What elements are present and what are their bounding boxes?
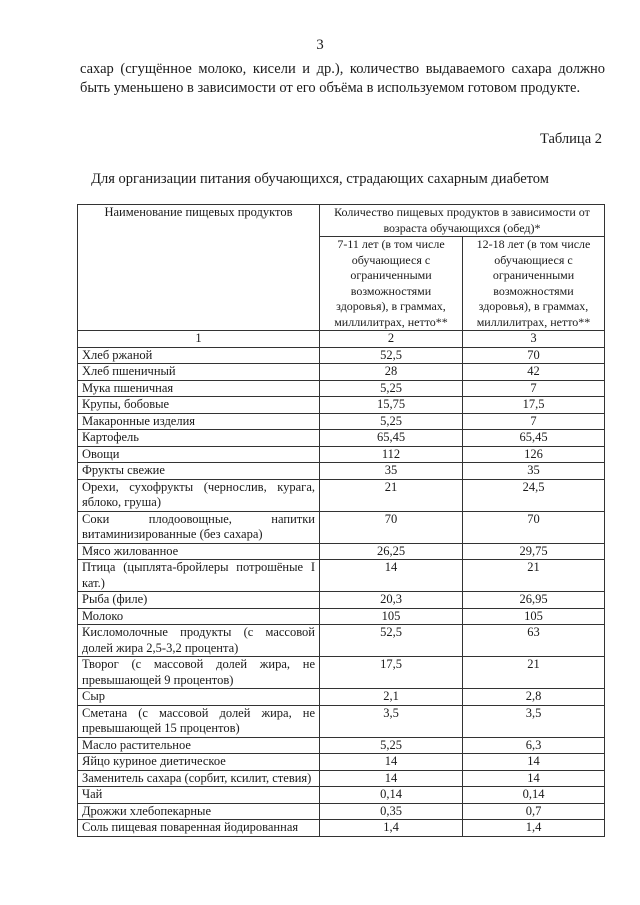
food-quantity-table [77,204,605,837]
table-caption: Для организации питания обучающихся, страдающих сахарным диабетом [91,171,549,187]
value-12-18-cell: 65,45 [463,430,605,447]
product-name-cell: Молоко [78,608,320,625]
value-7-11-cell: 28 [320,364,463,381]
value-7-11-cell: 105 [320,608,463,625]
product-name-cell: Хлеб ржаной [78,347,320,364]
table-row [78,560,605,592]
value-12-18-cell: 1,4 [463,820,605,837]
value-7-11-cell: 2,1 [320,689,463,706]
table-row [78,543,605,560]
value-12-18-cell: 14 [463,754,605,771]
table-row [78,625,605,657]
value-12-18-cell: 3,5 [463,705,605,737]
table-row [78,705,605,737]
column-number: 3 [463,331,605,348]
product-name-cell: Кисломолочные продукты (с массовой долей жира 2,5-3,2 процента) [78,625,320,657]
header-product-name: Наименование пищевых продуктов [78,205,320,331]
value-7-11-cell: 14 [320,754,463,771]
table-row [78,380,605,397]
product-name-cell: Заменитель сахара (сорбит, ксилит, стевия) [78,770,320,787]
value-7-11-cell: 14 [320,560,463,592]
value-12-18-cell: 0,7 [463,803,605,820]
page-number: 3 [316,37,324,53]
value-7-11-cell: 5,25 [320,380,463,397]
value-12-18-cell: 29,75 [463,543,605,560]
table-row [78,657,605,689]
table-row [78,787,605,804]
value-7-11-cell: 112 [320,446,463,463]
table-row [78,479,605,511]
value-12-18-cell: 42 [463,364,605,381]
product-name-cell: Чай [78,787,320,804]
table-row [78,737,605,754]
product-name-cell: Птица (цыплята-бройлеры потрошёные I кат.) [78,560,320,592]
value-7-11-cell: 15,75 [320,397,463,414]
value-7-11-cell: 14 [320,770,463,787]
value-12-18-cell: 21 [463,657,605,689]
header-age-7-11: 7-11 лет (в том числе обучающиеся с ограниченными возможностями здоровья), в граммах, миллилитрах, нетто** [320,237,463,331]
value-7-11-cell: 52,5 [320,625,463,657]
product-name-cell: Сыр [78,689,320,706]
product-name-cell: Картофель [78,430,320,447]
value-12-18-cell: 35 [463,463,605,480]
value-7-11-cell: 3,5 [320,705,463,737]
table-row [78,413,605,430]
intro-paragraph: сахар (сгущённое молоко, кисели и др.), количество выдаваемого сахара должно быть уменьшено в зависимости от его объёма в используемом готовом продукте. [80,61,605,96]
table-row [78,511,605,543]
value-12-18-cell: 17,5 [463,397,605,414]
table-body [78,347,605,836]
table-row [78,820,605,837]
table-row [78,754,605,771]
value-12-18-cell: 26,95 [463,592,605,609]
product-name-cell: Соль пищевая поваренная йодированная [78,820,320,837]
value-12-18-cell: 63 [463,625,605,657]
value-12-18-cell: 70 [463,347,605,364]
product-name-cell: Мясо жилованное [78,543,320,560]
product-name-cell: Яйцо куриное диетическое [78,754,320,771]
value-7-11-cell: 5,25 [320,737,463,754]
value-7-11-cell: 70 [320,511,463,543]
value-12-18-cell: 70 [463,511,605,543]
table-row [78,803,605,820]
column-number: 2 [320,331,463,348]
product-name-cell: Масло растительное [78,737,320,754]
table-row [78,347,605,364]
product-name-cell: Мука пшеничная [78,380,320,397]
value-7-11-cell: 5,25 [320,413,463,430]
value-7-11-cell: 35 [320,463,463,480]
header-quantity-group: Количество пищевых продуктов в зависимости от возраста обучающихся (обед)* [320,205,605,237]
value-7-11-cell: 52,5 [320,347,463,364]
product-name-cell: Макаронные изделия [78,413,320,430]
column-number: 1 [78,331,320,348]
product-name-cell: Фрукты свежие [78,463,320,480]
value-7-11-cell: 1,4 [320,820,463,837]
table-label: Таблица 2 [539,131,602,147]
product-name-cell: Хлеб пшеничный [78,364,320,381]
table-row [78,364,605,381]
product-name-cell: Орехи, сухофрукты (чернослив, курага, яблоко, груша) [78,479,320,511]
value-12-18-cell: 7 [463,413,605,430]
table-row [78,446,605,463]
product-name-cell: Творог (с массовой долей жира, не превышающей 9 процентов) [78,657,320,689]
value-12-18-cell: 105 [463,608,605,625]
value-12-18-cell: 2,8 [463,689,605,706]
table-row [78,463,605,480]
table-row [78,430,605,447]
product-name-cell: Соки плодоовощные, напитки витаминизированные (без сахара) [78,511,320,543]
value-7-11-cell: 26,25 [320,543,463,560]
value-12-18-cell: 126 [463,446,605,463]
value-7-11-cell: 21 [320,479,463,511]
table-row [78,608,605,625]
value-12-18-cell: 7 [463,380,605,397]
product-name-cell: Сметана (с массовой долей жира, не превышающей 15 процентов) [78,705,320,737]
value-12-18-cell: 21 [463,560,605,592]
value-12-18-cell: 6,3 [463,737,605,754]
column-number-row [78,331,605,348]
table-row [78,592,605,609]
value-12-18-cell: 24,5 [463,479,605,511]
value-12-18-cell: 14 [463,770,605,787]
table-row [78,770,605,787]
table-row [78,397,605,414]
value-12-18-cell: 0,14 [463,787,605,804]
table-row [78,689,605,706]
value-7-11-cell: 17,5 [320,657,463,689]
header-age-12-18: 12-18 лет (в том числе обучающиеся с ограниченными возможностями здоровья), в граммах, миллилитрах, нетто** [463,237,605,331]
product-name-cell: Дрожжи хлебопекарные [78,803,320,820]
product-name-cell: Овощи [78,446,320,463]
table-header-row [78,205,605,237]
value-7-11-cell: 65,45 [320,430,463,447]
product-name-cell: Крупы, бобовые [78,397,320,414]
value-7-11-cell: 0,14 [320,787,463,804]
value-7-11-cell: 0,35 [320,803,463,820]
value-7-11-cell: 20,3 [320,592,463,609]
product-name-cell: Рыба (филе) [78,592,320,609]
